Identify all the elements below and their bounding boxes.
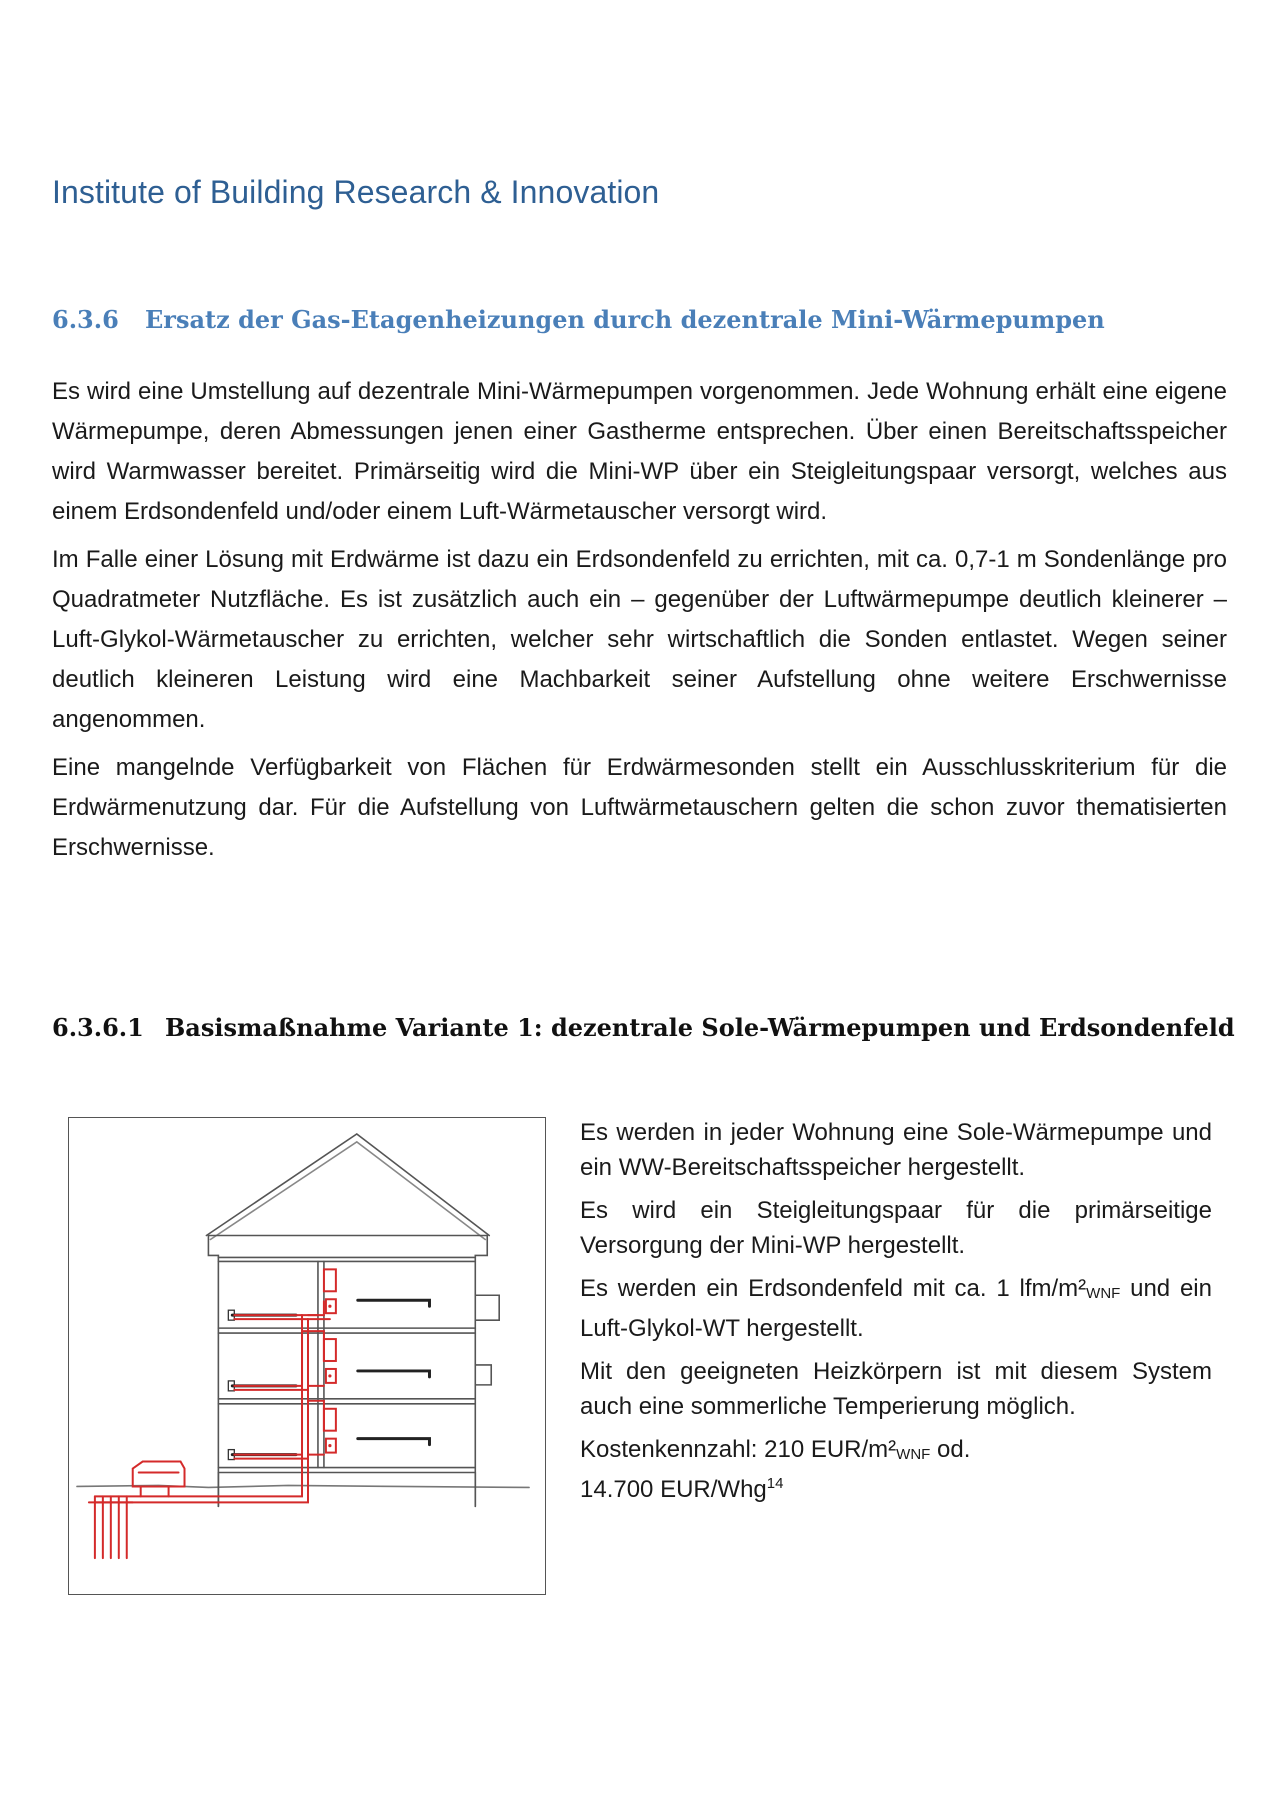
paragraph: Eine mangelnde Verfügbarkeit von Flächen für Erdwärmesonden stellt ein Ausschlusskriterium für die Erdwärmenutzung dar. Für die Aufstellung von Luftwärmetauschern gelten die schon zuvor thematisierten Erschwernisse. — [52, 754, 1227, 861]
variant-paragraph: Mit den geeigneten Heizkörpern ist mit diesem System auch eine sommerliche Temperierung möglich. — [580, 1358, 1212, 1420]
section-title: Ersatz der Gas-Etagenheizungen durch dezentrale Mini-Wärmepumpen — [145, 305, 1105, 334]
variant-description — [580, 1115, 1212, 1515]
subsection-title: Basismaßnahme Variante 1: dezentrale Sole-Wärmepumpen und Erdsondenfeld — [165, 1013, 1235, 1042]
cost-line — [580, 1472, 1212, 1507]
section-number: 6.3.6 — [52, 305, 119, 334]
subsection-number: 6.3.6.1 — [52, 1013, 144, 1042]
unit-subscript: WNF — [1086, 1285, 1121, 1302]
paragraph: Es wird eine Umstellung auf dezentrale Mini-Wärmepumpen vorgenommen. Jede Wohnung erhält eine eigene Wärmepumpe, deren Abmessungen jenen einer Gastherme entsprechen. Über einen Bereitschaftsspeicher wird Warmwasser bereitet. Primärseitig wird die Mini-WP über ein Steigleitungspaar versorgt, welches aus einem Erdsondenfeld und/oder einem Luft-Wärmetauscher versorgt wird. — [52, 378, 1227, 525]
cost-line — [580, 1432, 1212, 1472]
building-section-sketch — [69, 1118, 545, 1594]
subsection-heading — [52, 1013, 1242, 1042]
building-section-figure — [68, 1117, 546, 1595]
section-heading — [52, 305, 1232, 334]
text-span: od. — [930, 1436, 971, 1463]
variant-paragraph: Es werden in jeder Wohnung eine Sole-Wärmepumpe und ein WW-Bereitschaftsspeicher hergestellt. — [580, 1119, 1212, 1181]
footnote-ref: 14 — [766, 1475, 784, 1492]
variant-paragraph — [580, 1271, 1212, 1346]
text-span: und ein Luft-Glykol-WT hergestellt. — [580, 1275, 1212, 1342]
text-span: Kostenkennzahl: 210 EUR/m² — [580, 1436, 897, 1463]
section-body — [52, 372, 1227, 876]
unit-subscript: WNF — [896, 1446, 931, 1463]
paragraph: Im Falle einer Lösung mit Erdwärme ist dazu ein Erdsondenfeld zu errichten, mit ca. 0,7-1 m Sondenlänge pro Quadratmeter Nutzfläche. Es ist zusätzlich auch ein – gegenüber der Luftwärmepumpe deutlich kleinerer – Luft-Glykol-Wärmetauscher zu errichten, welcher sehr wirtschaftlich die Sonden entlastet. Wegen seiner deutlich kleineren Leistung wird eine Machbarkeit seiner Aufstellung ohne weitere Erschwernisse angenommen. — [52, 546, 1227, 733]
text-span: Es werden ein Erdsondenfeld mit ca. 1 lfm/m² — [580, 1275, 1087, 1302]
text-span: 14.700 EUR/Whg — [580, 1476, 767, 1503]
institute-header: Institute of Building Research & Innovation — [52, 174, 660, 210]
variant-paragraph: Es wird ein Steigleitungspaar für die primärseitige Versorgung der Mini-WP hergestellt. — [580, 1197, 1212, 1259]
